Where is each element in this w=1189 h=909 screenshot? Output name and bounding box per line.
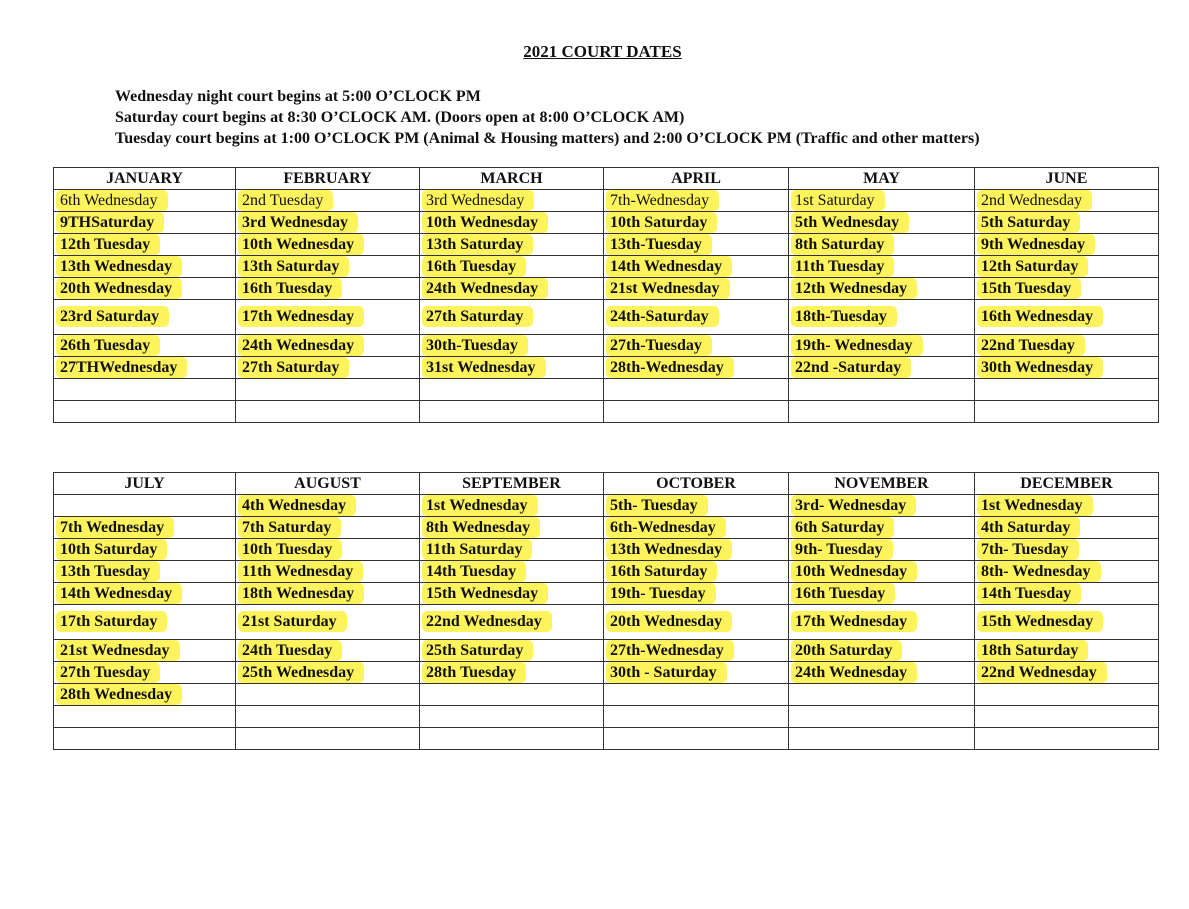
court-date: 1st Saturday	[793, 192, 883, 209]
table-row	[54, 335, 1159, 357]
table-row	[54, 212, 1159, 234]
table-row	[54, 605, 1159, 640]
date-cell	[975, 300, 1159, 335]
court-date: 24th Wednesday	[424, 280, 546, 297]
court-date: 24th Tuesday	[240, 642, 340, 659]
month-header: MAY	[789, 168, 975, 190]
date-cell	[975, 357, 1159, 379]
date-cell	[789, 728, 975, 750]
date-cell	[54, 300, 236, 335]
info-line: Tuesday court begins at 1:00 O’CLOCK PM (Animal & Housing matters) and 2:00 O’CLOCK PM (Traffic and other matters)	[115, 130, 980, 147]
court-date: 23rd Saturday	[58, 308, 167, 325]
court-date: 5th Wednesday	[793, 214, 907, 231]
month-header: APRIL	[604, 168, 789, 190]
info-line: Saturday court begins at 8:30 O’CLOCK AM. (Doors open at 8:00 O’CLOCK AM)	[115, 109, 685, 126]
table-row	[54, 706, 1159, 728]
table-row	[54, 234, 1159, 256]
date-cell	[604, 401, 789, 423]
court-date: 15th Tuesday	[979, 280, 1079, 297]
date-cell	[975, 212, 1159, 234]
court-date: 20th Saturday	[793, 642, 900, 659]
date-cell	[236, 335, 420, 357]
date-cell	[420, 256, 604, 278]
court-date: 25th Wednesday	[240, 664, 362, 681]
court-date: 4th Wednesday	[240, 497, 354, 514]
date-cell	[54, 684, 236, 706]
date-cell	[975, 256, 1159, 278]
court-date: 3rd Wednesday	[424, 192, 532, 209]
date-cell	[975, 583, 1159, 605]
date-cell	[236, 234, 420, 256]
date-cell	[236, 605, 420, 640]
table-row	[54, 561, 1159, 583]
court-date: 28th Tuesday	[424, 664, 524, 681]
date-cell	[54, 190, 236, 212]
court-date: 13th Saturday	[240, 258, 347, 275]
date-cell	[789, 335, 975, 357]
date-cell	[789, 278, 975, 300]
court-date: 27th Tuesday	[58, 664, 158, 681]
date-cell	[236, 190, 420, 212]
court-date: 10th Wednesday	[793, 563, 915, 580]
date-cell	[54, 728, 236, 750]
date-cell	[54, 640, 236, 662]
date-cell	[975, 605, 1159, 640]
court-date: 8th Wednesday	[424, 519, 538, 536]
court-date: 28th Wednesday	[58, 686, 180, 703]
date-cell	[236, 357, 420, 379]
date-cell	[789, 605, 975, 640]
date-cell	[789, 539, 975, 561]
date-cell	[789, 583, 975, 605]
date-cell	[789, 706, 975, 728]
date-cell	[236, 517, 420, 539]
date-cell	[54, 517, 236, 539]
date-cell	[420, 234, 604, 256]
court-date: 11th Saturday	[424, 541, 530, 558]
date-cell	[420, 357, 604, 379]
date-cell	[54, 401, 236, 423]
table-row	[54, 190, 1159, 212]
date-cell	[975, 662, 1159, 684]
court-date: 20th Wednesday	[58, 280, 180, 297]
date-cell	[54, 212, 236, 234]
table-row	[54, 401, 1159, 423]
court-date: 16th Wednesday	[979, 308, 1101, 325]
date-cell	[420, 706, 604, 728]
date-cell	[54, 234, 236, 256]
court-date: 10th Wednesday	[424, 214, 546, 231]
table-row	[54, 379, 1159, 401]
month-header: JUNE	[975, 168, 1159, 190]
court-date: 22nd Wednesday	[424, 613, 550, 630]
court-date: 17th Wednesday	[240, 308, 362, 325]
date-cell	[789, 662, 975, 684]
court-date: 1st Wednesday	[979, 497, 1091, 514]
date-cell	[420, 300, 604, 335]
court-date: 13th-Tuesday	[608, 236, 710, 253]
table-row	[54, 583, 1159, 605]
month-header: MARCH	[420, 168, 604, 190]
court-date: 16th Tuesday	[793, 585, 893, 602]
court-date: 22nd Wednesday	[979, 664, 1105, 681]
table-row	[54, 300, 1159, 335]
court-date: 12th Tuesday	[58, 236, 158, 253]
date-cell	[604, 706, 789, 728]
date-cell	[975, 278, 1159, 300]
date-cell	[236, 728, 420, 750]
info-line: Wednesday night court begins at 5:00 O’CLOCK PM	[115, 88, 481, 105]
date-cell	[420, 561, 604, 583]
court-date: 9THSaturday	[58, 214, 162, 231]
court-date: 11th Wednesday	[240, 563, 361, 580]
date-cell	[420, 640, 604, 662]
court-date: 11th Tuesday	[793, 258, 892, 275]
date-cell	[604, 640, 789, 662]
date-cell	[604, 300, 789, 335]
date-cell	[420, 605, 604, 640]
court-date: 24th Wednesday	[240, 337, 362, 354]
court-date: 3rd Wednesday	[240, 214, 356, 231]
court-date: 22nd -Saturday	[793, 359, 909, 376]
date-cell	[604, 495, 789, 517]
table-row	[54, 662, 1159, 684]
date-cell	[420, 583, 604, 605]
court-date: 10th Tuesday	[240, 541, 340, 558]
date-cell	[789, 357, 975, 379]
date-cell	[789, 300, 975, 335]
date-cell	[975, 640, 1159, 662]
court-date: 13th Tuesday	[58, 563, 158, 580]
court-date: 30th-Tuesday	[424, 337, 526, 354]
court-date: 30th - Saturday	[608, 664, 725, 681]
date-cell	[789, 517, 975, 539]
date-cell	[604, 517, 789, 539]
court-date: 12th Saturday	[979, 258, 1086, 275]
date-cell	[789, 212, 975, 234]
date-cell	[420, 495, 604, 517]
court-date: 16th Tuesday	[424, 258, 524, 275]
date-cell	[236, 278, 420, 300]
date-cell	[420, 335, 604, 357]
court-date: 7th- Tuesday	[979, 541, 1077, 558]
date-cell	[236, 640, 420, 662]
table-row	[54, 684, 1159, 706]
date-cell	[604, 379, 789, 401]
court-date: 4th Saturday	[979, 519, 1078, 536]
court-date: 7th Saturday	[240, 519, 339, 536]
date-cell	[975, 190, 1159, 212]
court-date: 18th Saturday	[979, 642, 1086, 659]
court-date: 27th-Tuesday	[608, 337, 710, 354]
table-row	[54, 278, 1159, 300]
date-cell	[54, 561, 236, 583]
date-cell	[54, 495, 236, 517]
date-cell	[420, 278, 604, 300]
court-date: 5th Saturday	[979, 214, 1078, 231]
date-cell	[604, 212, 789, 234]
date-cell	[975, 728, 1159, 750]
table-row	[54, 256, 1159, 278]
court-date: 14th Wednesday	[58, 585, 180, 602]
date-cell	[420, 728, 604, 750]
court-date: 7th Wednesday	[58, 519, 172, 536]
date-cell	[420, 212, 604, 234]
court-date: 16th Tuesday	[240, 280, 340, 297]
court-date: 6th Saturday	[793, 519, 892, 536]
table-row	[54, 495, 1159, 517]
date-cell	[420, 379, 604, 401]
table-row	[54, 728, 1159, 750]
date-cell	[604, 728, 789, 750]
date-cell	[975, 234, 1159, 256]
date-cell	[789, 401, 975, 423]
date-cell	[54, 583, 236, 605]
court-dates-table-jul-dec	[53, 472, 1159, 750]
court-date: 27th-Wednesday	[608, 642, 732, 659]
court-date: 16th Saturday	[608, 563, 715, 580]
page-title: 2021 COURT DATES	[523, 42, 682, 61]
date-cell	[975, 684, 1159, 706]
month-header: NOVEMBER	[789, 473, 975, 495]
month-header: JANUARY	[54, 168, 236, 190]
date-cell	[789, 495, 975, 517]
court-date: 17th Wednesday	[793, 613, 915, 630]
date-cell	[604, 335, 789, 357]
date-cell	[236, 379, 420, 401]
court-date: 26th Tuesday	[58, 337, 158, 354]
court-date: 14th Tuesday	[979, 585, 1079, 602]
court-date: 28th-Wednesday	[608, 359, 732, 376]
table-row	[54, 357, 1159, 379]
date-cell	[604, 684, 789, 706]
court-date: 7th-Wednesday	[608, 192, 717, 209]
date-cell	[604, 583, 789, 605]
court-date: 24th Wednesday	[793, 664, 915, 681]
date-cell	[236, 212, 420, 234]
court-date: 15th Wednesday	[979, 613, 1101, 630]
court-date: 27THWednesday	[58, 359, 185, 376]
court-date: 13th Wednesday	[608, 541, 730, 558]
date-cell	[236, 401, 420, 423]
court-date: 21st Wednesday	[608, 280, 728, 297]
date-cell	[975, 561, 1159, 583]
court-date: 8th- Wednesday	[979, 563, 1099, 580]
month-header: DECEMBER	[975, 473, 1159, 495]
court-date: 27th Saturday	[240, 359, 347, 376]
table-row	[54, 539, 1159, 561]
court-date: 9th Wednesday	[979, 236, 1093, 253]
court-date: 19th- Tuesday	[608, 585, 714, 602]
court-date: 15th Wednesday	[424, 585, 546, 602]
court-date: 21st Wednesday	[58, 642, 178, 659]
court-date: 19th- Wednesday	[793, 337, 921, 354]
court-date: 14th Tuesday	[424, 563, 524, 580]
court-date: 1st Wednesday	[424, 497, 536, 514]
date-cell	[975, 335, 1159, 357]
court-date: 14th Wednesday	[608, 258, 730, 275]
date-cell	[604, 234, 789, 256]
court-date: 20th Wednesday	[608, 613, 730, 630]
court-date: 21st Saturday	[240, 613, 345, 630]
month-header: FEBRUARY	[236, 168, 420, 190]
court-dates-table-jan-jun	[53, 167, 1159, 423]
date-cell	[604, 662, 789, 684]
court-date: 18th Wednesday	[240, 585, 362, 602]
date-cell	[975, 706, 1159, 728]
date-cell	[604, 605, 789, 640]
date-cell	[975, 379, 1159, 401]
court-date: 17th Saturday	[58, 613, 165, 630]
court-date: 31st Wednesday	[424, 359, 544, 376]
date-cell	[236, 684, 420, 706]
table-row	[54, 640, 1159, 662]
court-date: 25th Saturday	[424, 642, 531, 659]
date-cell	[236, 583, 420, 605]
month-header: AUGUST	[236, 473, 420, 495]
court-date: 13th Wednesday	[58, 258, 180, 275]
date-cell	[236, 662, 420, 684]
court-date: 10th Saturday	[608, 214, 715, 231]
date-cell	[54, 706, 236, 728]
date-cell	[420, 401, 604, 423]
date-cell	[54, 278, 236, 300]
date-cell	[604, 357, 789, 379]
date-cell	[789, 256, 975, 278]
date-cell	[789, 684, 975, 706]
month-header: SEPTEMBER	[420, 473, 604, 495]
court-date: 13th Saturday	[424, 236, 531, 253]
court-date: 12th Wednesday	[793, 280, 915, 297]
court-date: 30th Wednesday	[979, 359, 1101, 376]
date-cell	[604, 561, 789, 583]
date-cell	[54, 539, 236, 561]
court-date: 5th- Tuesday	[608, 497, 706, 514]
date-cell	[236, 561, 420, 583]
date-cell	[236, 256, 420, 278]
date-cell	[975, 401, 1159, 423]
date-cell	[236, 539, 420, 561]
court-date: 10th Wednesday	[240, 236, 362, 253]
date-cell	[54, 605, 236, 640]
date-cell	[604, 256, 789, 278]
court-date: 2nd Wednesday	[979, 192, 1090, 209]
court-date: 24th-Saturday	[608, 308, 717, 325]
date-cell	[975, 517, 1159, 539]
table-row	[54, 517, 1159, 539]
date-cell	[54, 357, 236, 379]
month-header: OCTOBER	[604, 473, 789, 495]
court-date: 27th Saturday	[424, 308, 531, 325]
date-cell	[54, 662, 236, 684]
court-hours-info	[115, 86, 980, 149]
date-cell	[54, 335, 236, 357]
date-cell	[54, 256, 236, 278]
court-date: 2nd Tuesday	[240, 192, 331, 209]
date-cell	[236, 706, 420, 728]
date-cell	[975, 539, 1159, 561]
court-date: 8th Saturday	[793, 236, 892, 253]
court-date: 9th- Tuesday	[793, 541, 891, 558]
date-cell	[236, 495, 420, 517]
date-cell	[420, 517, 604, 539]
court-date: 10th Saturday	[58, 541, 165, 558]
date-cell	[604, 539, 789, 561]
date-cell	[420, 662, 604, 684]
date-cell	[54, 379, 236, 401]
date-cell	[789, 561, 975, 583]
date-cell	[789, 190, 975, 212]
date-cell	[975, 495, 1159, 517]
court-date: 22nd Tuesday	[979, 337, 1083, 354]
date-cell	[420, 190, 604, 212]
court-date: 18th-Tuesday	[793, 308, 895, 325]
date-cell	[420, 539, 604, 561]
date-cell	[604, 278, 789, 300]
date-cell	[789, 234, 975, 256]
date-cell	[236, 300, 420, 335]
date-cell	[789, 379, 975, 401]
date-cell	[789, 640, 975, 662]
date-cell	[420, 684, 604, 706]
court-date: 6th-Wednesday	[608, 519, 724, 536]
date-cell	[604, 190, 789, 212]
court-date: 6th Wednesday	[58, 192, 166, 209]
month-header: JULY	[54, 473, 236, 495]
court-date: 3rd- Wednesday	[793, 497, 914, 514]
